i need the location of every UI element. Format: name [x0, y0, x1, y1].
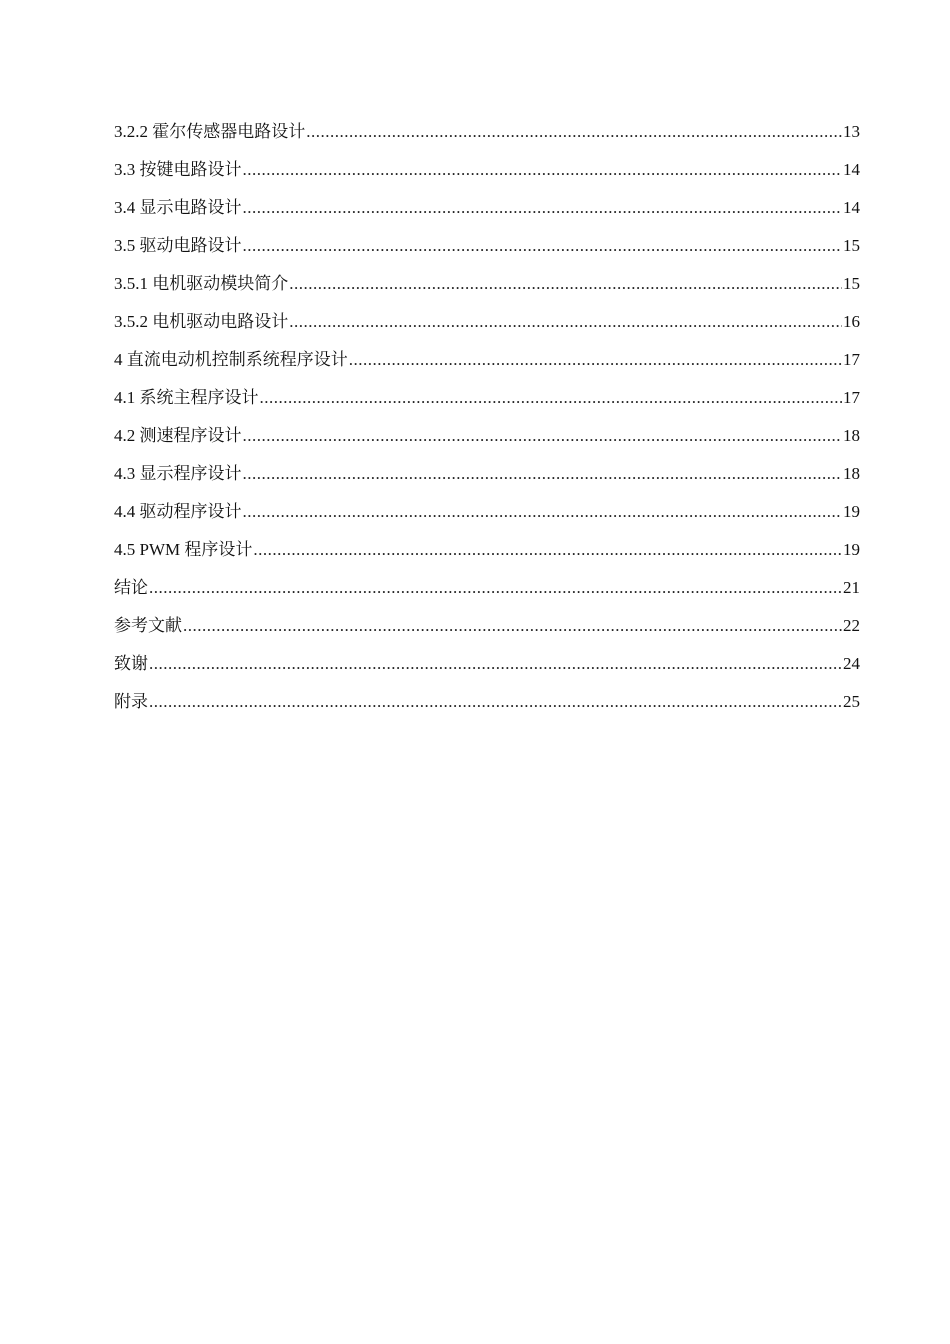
toc-entry-acknowledgements[interactable]: [114, 651, 860, 689]
toc-entry-3-2-2[interactable]: [114, 119, 860, 157]
dot-leader: [149, 651, 842, 677]
toc-entry-title: 致谢: [114, 654, 148, 673]
toc-entry-title: 附录: [114, 692, 148, 711]
toc-entry-3-5-2[interactable]: [114, 309, 860, 347]
toc-entry-title: 结论: [114, 578, 148, 597]
dot-leader: [253, 537, 842, 563]
dot-leader: [243, 233, 843, 259]
dot-leader: [243, 461, 843, 487]
toc-entry-page: 21: [843, 578, 860, 597]
toc-entry-title: 3.3 按键电路设计: [114, 160, 242, 179]
toc-entry-title: 4.5 PWM 程序设计: [114, 540, 253, 559]
toc-entry-title: 3.5 驱动电路设计: [114, 236, 242, 255]
toc-entry-page: 19: [843, 502, 860, 521]
toc-entry-page: 15: [843, 236, 860, 255]
dot-leader: [183, 613, 842, 639]
toc-entry-title: 4 直流电动机控制系统程序设计: [114, 350, 348, 369]
dot-leader: [243, 157, 843, 183]
toc-entry-page: 14: [843, 198, 860, 217]
toc-entry-title: 4.3 显示程序设计: [114, 464, 242, 483]
toc-entry-3-5[interactable]: [114, 233, 860, 271]
toc-entry-page: 25: [843, 692, 860, 711]
toc-entry-conclusion[interactable]: [114, 575, 860, 613]
toc-entry-3-3[interactable]: [114, 157, 860, 195]
toc-entry-title: 4.2 测速程序设计: [114, 426, 242, 445]
toc-entry-3-4[interactable]: [114, 195, 860, 233]
dot-leader: [289, 271, 842, 297]
dot-leader: [306, 119, 842, 145]
toc-entry-page: 19: [843, 540, 860, 559]
toc-entry-page: 17: [843, 350, 860, 369]
toc-entry-references[interactable]: [114, 613, 860, 651]
toc-entry-page: 24: [843, 654, 860, 673]
toc-entry-page: 18: [843, 464, 860, 483]
dot-leader: [243, 499, 843, 525]
toc-entry-title: 3.5.2 电机驱动电路设计: [114, 312, 289, 331]
toc-entry-title: 4.4 驱动程序设计: [114, 502, 242, 521]
toc-entry-page: 16: [843, 312, 860, 331]
toc-entry-title: 4.1 系统主程序设计: [114, 388, 259, 407]
toc-entry-page: 18: [843, 426, 860, 445]
dot-leader: [289, 309, 842, 335]
toc-entry-title: 参考文献: [114, 616, 182, 635]
dot-leader: [149, 575, 842, 601]
dot-leader: [149, 689, 842, 715]
toc-entry-4-2[interactable]: [114, 423, 860, 461]
dot-leader: [349, 347, 842, 373]
toc-entry-4[interactable]: [114, 347, 860, 385]
dot-leader: [260, 385, 843, 411]
toc-entry-page: 14: [843, 160, 860, 179]
toc-entry-3-5-1[interactable]: [114, 271, 860, 309]
table-of-contents: [114, 119, 860, 727]
toc-entry-appendix[interactable]: [114, 689, 860, 727]
toc-entry-title: 3.2.2 霍尔传感器电路设计: [114, 122, 306, 141]
toc-entry-title: 3.4 显示电路设计: [114, 198, 242, 217]
toc-entry-4-5[interactable]: [114, 537, 860, 575]
toc-entry-4-1[interactable]: [114, 385, 860, 423]
toc-entry-page: 22: [843, 616, 860, 635]
toc-entry-4-4[interactable]: [114, 499, 860, 537]
dot-leader: [243, 195, 843, 221]
toc-entry-page: 15: [843, 274, 860, 293]
toc-entry-page: 13: [843, 122, 860, 141]
toc-entry-title: 3.5.1 电机驱动模块简介: [114, 274, 289, 293]
toc-entry-4-3[interactable]: [114, 461, 860, 499]
toc-entry-page: 17: [843, 388, 860, 407]
dot-leader: [243, 423, 843, 449]
